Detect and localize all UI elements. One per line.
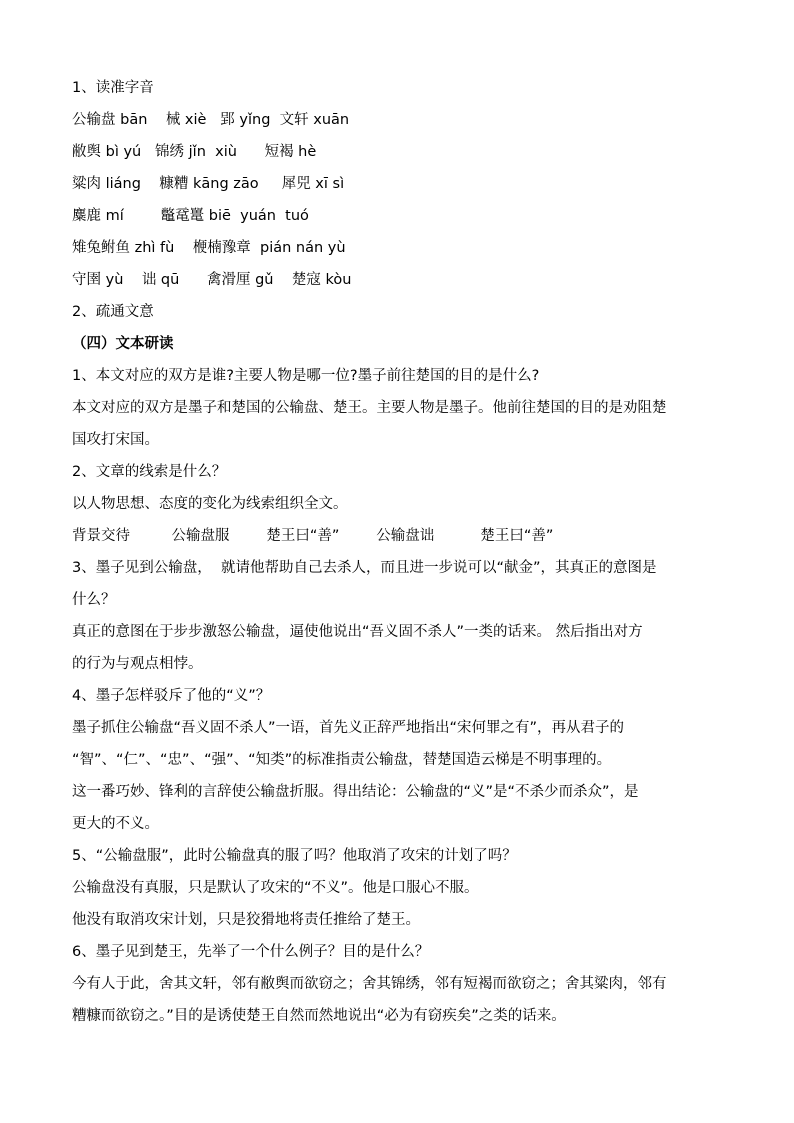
answer-line: 糟糠而欲窃之。”目的是诱使楚王自然而然地说出“必为有窃疾矣”之类的话来。 [72, 1008, 566, 1024]
section4-heading: （四）文本研读 [72, 336, 174, 352]
pinyin-row: 麋鹿 mí 鼈鼋鼍 biē yuán tuó [72, 208, 309, 224]
question-line: 什么？ [72, 592, 116, 608]
document-page [72, 78, 732, 1038]
section1-heading: 1、读准字音 [72, 80, 154, 96]
answer-2: 以人物思想、态度的变化为线索组织全文。 [72, 496, 348, 512]
answer-line: 墨子抓住公输盘“吾义固不杀人”一语，首先义正辞严地指出“宋何罪之有”，再从君子的 [72, 720, 625, 736]
question-3 [72, 558, 732, 610]
answer-1 [72, 398, 732, 450]
answer-6 [72, 974, 732, 1026]
answer-line: 真正的意图在于步步激怒公输盘，逼使他说出“吾义固不杀人”一类的话来。 然后指出对方 [72, 624, 643, 640]
pinyin-row: 雉兔鲋鱼 zhì fù 楩楠豫章 pián nán yù [72, 240, 346, 256]
answer-line: 本文对应的双方是墨子和楚国的公输盘、楚王。主要人物是墨子。他前往楚国的目的是劝阻楚 [72, 400, 667, 416]
pinyin-row: 守圉 yù 诎 qū 禽滑厘 gǔ 楚寇 kòu [72, 272, 352, 288]
section2-heading: 2、疏通文意 [72, 304, 154, 320]
answer-line: 的行为与观点相悖。 [72, 656, 203, 672]
question-5: 5、“公输盘服”，此时公输盘真的服了吗？他取消了攻宋的计划了吗？ [72, 848, 517, 864]
answer-3 [72, 622, 732, 674]
answer-5 [72, 878, 732, 930]
pinyin-row: 公输盘 bān 械 xiè 郢 yǐng 文轩 xuān [72, 112, 350, 128]
answer-4 [72, 718, 732, 834]
question-2: 2、文章的线索是什么？ [72, 464, 227, 480]
question-6: 6、墨子见到楚王，先举了一个什么例子？目的是什么？ [72, 944, 430, 960]
answer-line: 他没有取消攻宋计划，只是狡猾地将责任推给了楚王。 [72, 912, 420, 928]
question-4: 4、墨子怎样驳斥了他的“义”？ [72, 688, 271, 704]
pinyin-row: 粱肉 liáng 糠糟 kāng zāo 犀兕 xī sì [72, 176, 345, 192]
question-1: 1、本文对应的双方是谁?主要人物是哪一位?墨子前往楚国的目的是什么? [72, 368, 540, 384]
pinyin-row: 敝舆 bì yú 锦绣 jǐn xiù 短褐 hè [72, 144, 317, 160]
answer-line: 今有人于此，舍其文轩，邻有敝舆而欲窃之；舍其锦绣，邻有短褐而欲窃之；舍其粱肉，邻有 [72, 976, 667, 992]
answer-line: “智”、“仁”、“忠”、“强”、“知类”的标准指责公输盘，替楚国造云梯是不明事理的。 [72, 752, 612, 768]
answer-2-chain: 背景交待 公输盘服 楚王曰“善” 公输盘诎 楚王曰“善” [72, 528, 554, 544]
answer-line: 国攻打宋国。 [72, 432, 159, 448]
answer-line: 更大的不义。 [72, 816, 159, 832]
answer-line: 公输盘没有真服，只是默认了攻宋的“不义”。他是口服心不服。 [72, 880, 479, 896]
answer-line: 这一番巧妙、锋利的言辞使公输盘折服。得出结论：公输盘的“义”是“不杀少而杀众”，是 [72, 784, 639, 800]
question-line: 3、墨子见到公输盘， 就请他帮助自己去杀人，而且进一步说可以“献金”，其真正的意图是 [72, 560, 657, 576]
